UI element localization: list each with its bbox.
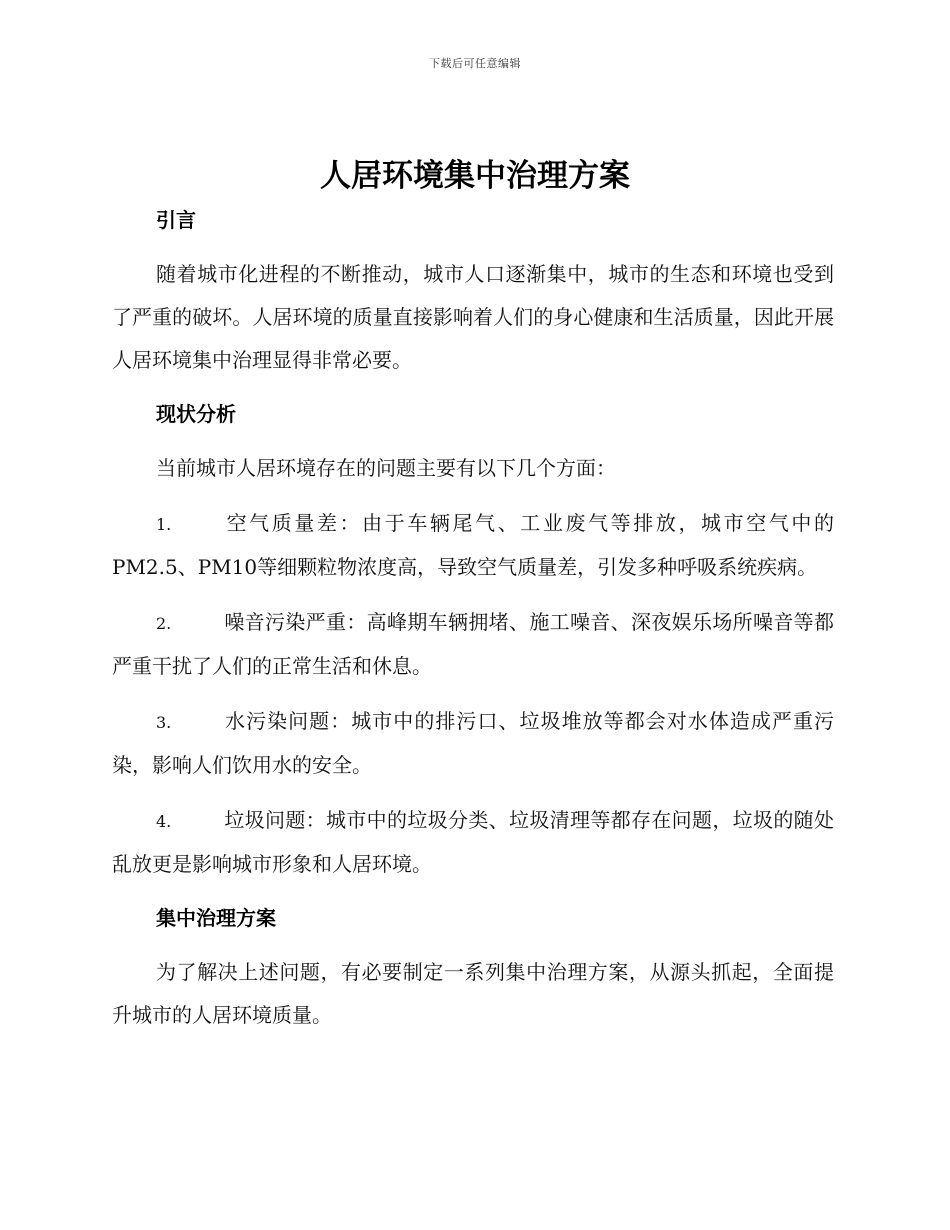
list-item: [112, 799, 834, 886]
list-item-text: 垃圾问题：城市中的垃圾分类、垃圾清理等都存在问题，垃圾的随处乱放更是影响城市形象和人居环境。: [112, 808, 834, 876]
list-item-text: 水污染问题：城市中的排污口、垃圾堆放等都会对水体造成严重污染，影响人们饮用水的安全。: [112, 709, 834, 777]
list-item-number: 4.: [156, 812, 172, 831]
header-note: 下载后可任意编辑: [429, 57, 521, 70]
list-item-text: 空气质量差：由于车辆尾气、工业废气等排放，城市空气中的PM2.5、PM10等细颗粒物浓度高，导致空气质量差，引发多种呼吸系统疾病。: [112, 511, 834, 579]
document-title: 人居环境集中治理方案: [320, 158, 630, 194]
document-body: [112, 200, 834, 1049]
list-item-number: 1.: [156, 515, 172, 534]
paragraph-intro: 随着城市化进程的不断推动，城市人口逐渐集中，城市的生态和环境也受到了严重的破坏。人居环境的质量直接影响着人们的身心健康和生活质量，因此开展人居环境集中治理显得非常必要。: [112, 262, 834, 372]
list-item: [112, 700, 834, 787]
list-item: [112, 601, 834, 688]
list-item-number: 2.: [156, 614, 172, 633]
list-item-number: 3.: [156, 713, 172, 732]
list-item: [112, 502, 834, 589]
paragraph-status-lead: 当前城市人居环境存在的问题主要有以下几个方面：: [156, 456, 616, 480]
paragraph-plan: 为了解决上述问题，有必要制定一系列集中治理方案，从源头抓起，全面提升城市的人居环境质量。: [112, 960, 834, 1027]
heading-plan: 集中治理方案: [156, 906, 276, 930]
heading-status: 现状分析: [156, 402, 236, 426]
heading-intro: 引言: [156, 208, 196, 232]
list-item-text: 噪音污染严重：高峰期车辆拥堵、施工噪音、深夜娱乐场所噪音等都严重干扰了人们的正常生活和休息。: [112, 610, 834, 678]
